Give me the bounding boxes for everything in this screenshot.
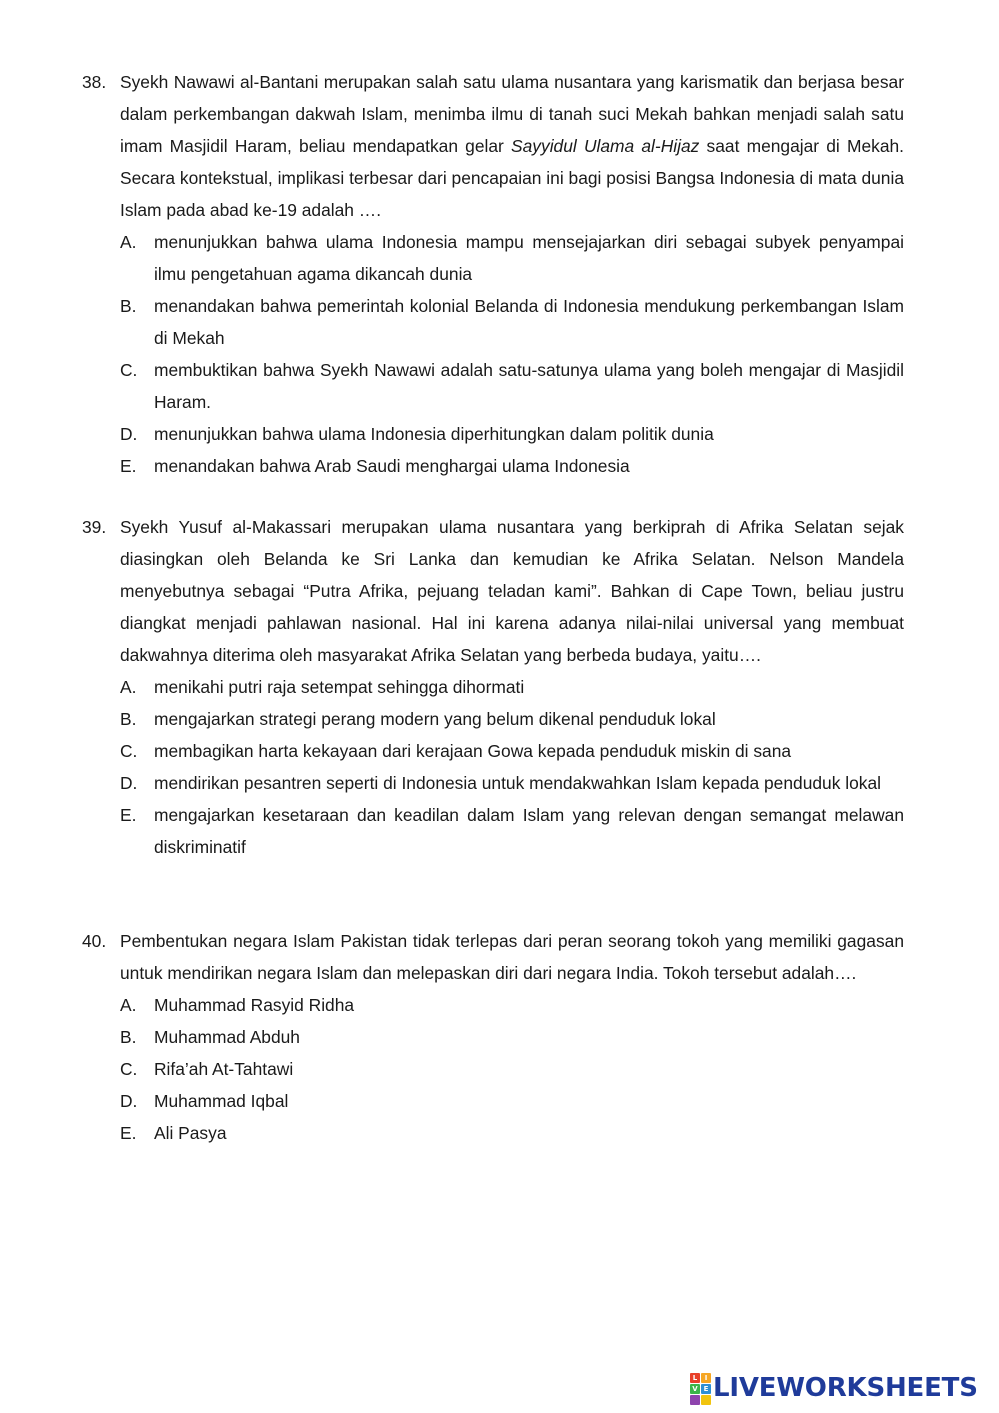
question-40 [82, 925, 904, 1149]
option-text: Muhammad Abduh [154, 1027, 300, 1047]
answer-option-a[interactable] [82, 226, 904, 290]
option-letter: B. [120, 709, 137, 729]
option-text: membuktikan bahwa Syekh Nawawi adalah satu-satunya ulama yang boleh mengajar di Masjidil Haram. [154, 360, 904, 412]
stem-text-continued: saat mengajar di Mekah. Secara kontekstual, implikasi terbesar dari pencapaian ini bagi posisi Bangsa Indonesia di mata dunia Islam pada abad ke-19 adalah …. [120, 136, 905, 220]
answer-option-e[interactable] [82, 799, 904, 863]
stem-text: Syekh Nawawi al-Bantani merupakan salah satu ulama nusantara yang karismatik dan berjasa besar dalam perkembangan dakwah Islam, menimba ilmu di tanah suci Mekah bahkan menjadi salah satu imam Masjidil Haram, beliau mendapatkan gelar [120, 72, 904, 156]
question-39 [82, 511, 904, 863]
answer-option-a[interactable] [82, 671, 904, 703]
liveworksheets-logo-text: LIVEWORKSHEETS [713, 1373, 978, 1403]
option-letter: A. [120, 677, 137, 697]
option-letter: E. [120, 805, 137, 825]
logo-tile-e: E [701, 1384, 711, 1394]
option-text: Rifa’ah At-Tahtawi [154, 1059, 294, 1079]
answer-options [82, 226, 904, 482]
answer-option-d[interactable] [82, 767, 904, 799]
option-text: menikahi putri raja setempat sehingga dihormati [154, 677, 525, 697]
question-number: 40. [82, 931, 107, 951]
option-text: membagikan harta kekayaan dari kerajaan Gowa kepada penduduk miskin di sana [154, 741, 792, 761]
option-letter: C. [120, 1059, 138, 1079]
answer-option-b[interactable] [82, 703, 904, 735]
option-text: mengajarkan kesetaraan dan keadilan dalam Islam yang relevan dengan semangat melawan diskriminatif [154, 805, 904, 857]
option-text: menandakan bahwa Arab Saudi menghargai ulama Indonesia [154, 456, 630, 476]
option-text: Muhammad Iqbal [154, 1091, 289, 1111]
answer-options [82, 989, 904, 1149]
logo-tile-l: L [690, 1373, 700, 1383]
answer-option-a[interactable] [82, 989, 904, 1021]
option-letter: C. [120, 741, 138, 761]
option-letter: D. [120, 424, 138, 444]
option-letter: E. [120, 1123, 137, 1143]
answer-option-d[interactable] [82, 418, 904, 450]
question-38 [82, 66, 904, 482]
option-text: mendirikan pesantren seperti di Indonesia untuk mendakwahkan Islam kepada penduduk lokal [154, 773, 882, 793]
option-letter: D. [120, 773, 138, 793]
answer-option-c[interactable] [82, 735, 904, 767]
option-text: menunjukkan bahwa ulama Indonesia diperhitungkan dalam politik dunia [154, 424, 714, 444]
option-letter: B. [120, 296, 137, 316]
question-stem [82, 511, 904, 671]
stem-text: Syekh Yusuf al-Makassari merupakan ulama nusantara yang berkiprah di Afrika Selatan sejak diasingkan oleh Belanda ke Sri Lanka dan kemudian ke Afrika Selatan. Nelson Mandela menyebutnya sebagai “Putra Afrika, pejuang teladan kami”. Bahkan di Cape Town, beliau justru diangkat menjadi pahlawan nasional. Hal ini karena adanya nilai-nilai universal yang membuat dakwahnya diterima oleh masyarakat Afrika Selatan yang berbeda budaya, yaitu…. [120, 517, 904, 665]
question-stem [82, 66, 904, 226]
option-letter: E. [120, 456, 137, 476]
logo-tile-extra-2 [701, 1395, 711, 1405]
liveworksheets-logo [690, 1370, 990, 1406]
option-text: Muhammad Rasyid Ridha [154, 995, 355, 1015]
option-letter: A. [120, 232, 137, 252]
question-stem [82, 925, 904, 989]
option-letter: D. [120, 1091, 138, 1111]
option-text: menandakan bahwa pemerintah kolonial Belanda di Indonesia mendukung perkembangan Islam di Mekah [154, 296, 904, 348]
answer-option-d[interactable] [82, 1085, 904, 1117]
answer-option-e[interactable] [82, 450, 904, 482]
option-text: Ali Pasya [154, 1123, 227, 1143]
stem-text: Pembentukan negara Islam Pakistan tidak terlepas dari peran seorang tokoh yang memiliki gagasan untuk mendirikan negara Islam dan melepaskan diri dari negara India. Tokoh tersebut adalah…. [120, 931, 904, 983]
question-number: 38. [82, 72, 107, 92]
stem-italic-title: Sayyidul Ulama al-Hijaz [511, 136, 700, 156]
question-number: 39. [82, 517, 107, 537]
option-letter: A. [120, 995, 137, 1015]
option-text: mengajarkan strategi perang modern yang belum dikenal penduduk lokal [154, 709, 716, 729]
option-letter: C. [120, 360, 138, 380]
option-letter: B. [120, 1027, 137, 1047]
answer-option-c[interactable] [82, 1053, 904, 1085]
answer-option-b[interactable] [82, 290, 904, 354]
logo-tile-i: I [701, 1373, 711, 1383]
option-text: menunjukkan bahwa ulama Indonesia mampu mensejajarkan diri sebagai subyek penyampai ilmu pengetahuan agama dikancah dunia [154, 232, 904, 284]
logo-tile-extra-1 [690, 1395, 700, 1405]
answer-options [82, 671, 904, 863]
answer-option-e[interactable] [82, 1117, 904, 1149]
liveworksheets-logo-icon [690, 1373, 710, 1403]
answer-option-b[interactable] [82, 1021, 904, 1053]
answer-option-c[interactable] [82, 354, 904, 418]
logo-tile-v: V [690, 1384, 700, 1394]
